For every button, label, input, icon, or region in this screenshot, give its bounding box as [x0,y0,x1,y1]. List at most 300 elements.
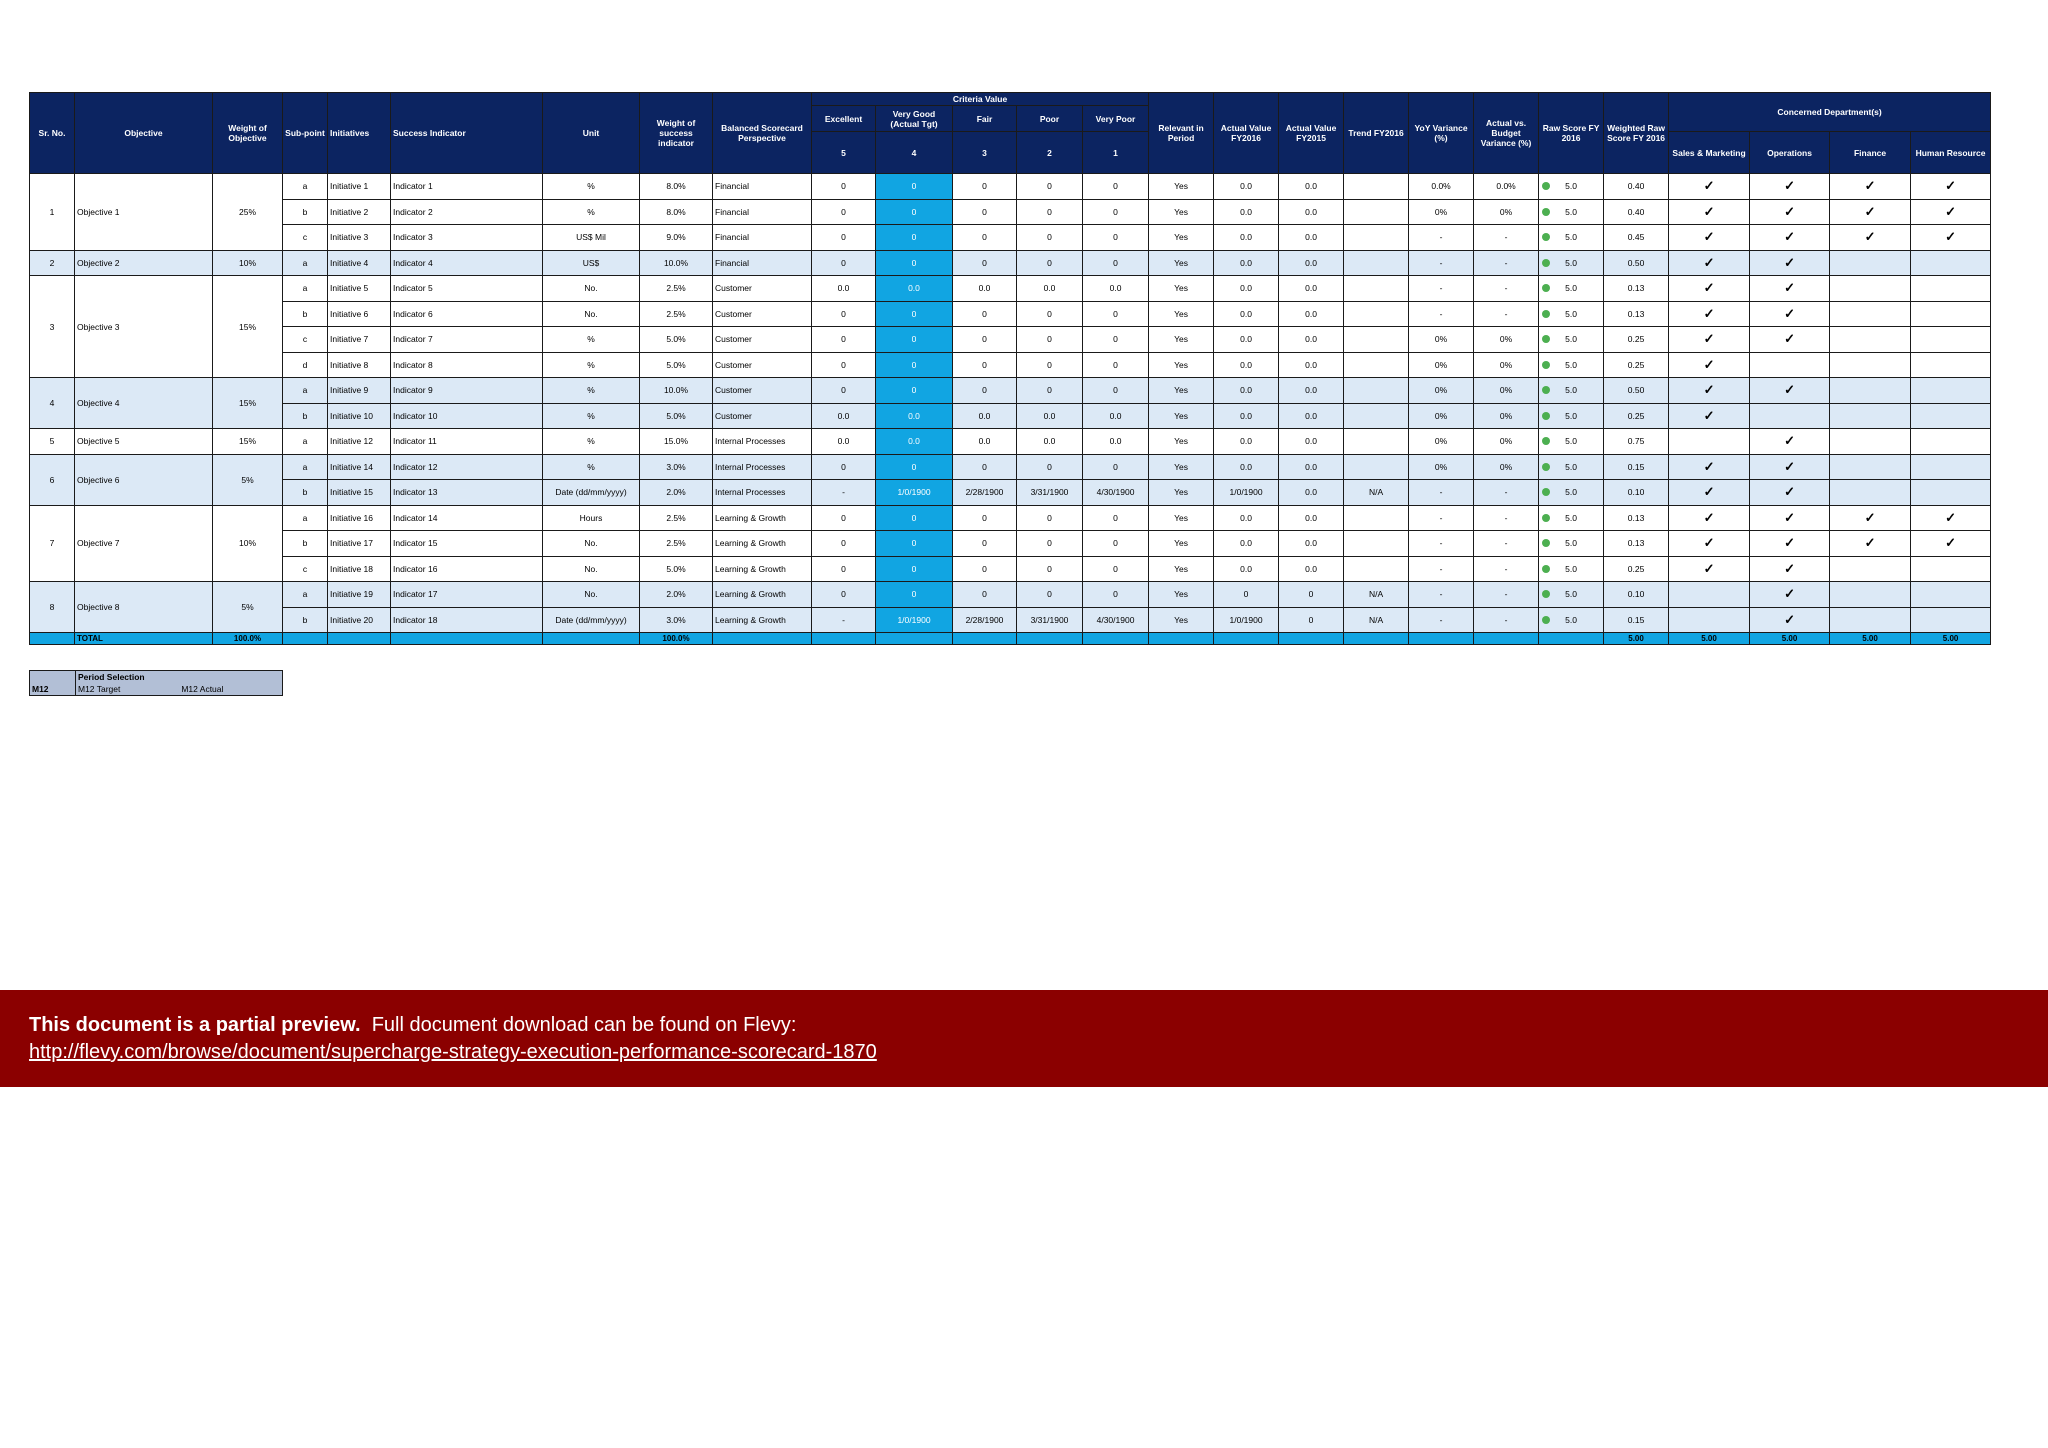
weight-indicator-cell: 5.0% [640,556,713,582]
dept-hr-cell [1911,225,1991,251]
criteria-excellent-cell: 0 [812,327,876,353]
yoy-variance-cell: 0% [1409,199,1474,225]
weight-indicator-cell: 3.0% [640,454,713,480]
criteria-excellent-cell: - [812,607,876,633]
actual-2015-cell: 0.0 [1279,352,1344,378]
checkmark-icon: ✓ [1784,229,1795,245]
dept-hr-cell [1911,403,1991,429]
total-empty [391,633,543,645]
budget-variance-cell: - [1474,301,1539,327]
dept-finance-cell [1830,480,1911,506]
trend-cell: N/A [1344,607,1409,633]
indicator-cell: Indicator 3 [391,225,543,251]
criteria-poor-cell: 0 [1017,327,1083,353]
checkmark-icon: ✓ [1784,280,1795,296]
table-row [30,429,1991,455]
weight-indicator-cell: 2.5% [640,505,713,531]
sub-point-cell: a [283,250,328,276]
actual-2015-cell: 0.0 [1279,454,1344,480]
criteria-very-good-cell: 1/0/1900 [876,480,953,506]
actual-2015-cell: 0.0 [1279,505,1344,531]
table-row [30,480,1991,506]
actual-2015-cell: 0.0 [1279,480,1344,506]
criteria-very-good-cell: 1/0/1900 [876,607,953,633]
yoy-variance-cell: - [1409,480,1474,506]
dept-sales-cell [1669,378,1750,404]
sub-point-cell: a [283,582,328,608]
criteria-very-poor-cell: 0 [1083,327,1149,353]
trend-cell [1344,531,1409,557]
perspective-cell: Learning & Growth [713,505,812,531]
dept-sales-cell [1669,174,1750,200]
table-row [30,505,1991,531]
criteria-poor-cell: 0 [1017,301,1083,327]
scorecard-table [29,92,1991,645]
initiative-cell: Initiative 10 [328,403,391,429]
criteria-excellent-cell: 0 [812,582,876,608]
relevant-cell: Yes [1149,429,1214,455]
budget-variance-cell: - [1474,250,1539,276]
trend-cell [1344,225,1409,251]
weight-indicator-cell: 8.0% [640,199,713,225]
criteria-excellent-cell: 0.0 [812,429,876,455]
relevant-cell: Yes [1149,480,1214,506]
weight-indicator-cell: 5.0% [640,327,713,353]
criteria-very-poor-cell: 0 [1083,378,1149,404]
perspective-cell: Financial [713,225,812,251]
relevant-cell: Yes [1149,378,1214,404]
sub-point-cell: b [283,607,328,633]
green-status-dot-icon [1542,488,1550,496]
criteria-fair-cell: 0 [953,174,1017,200]
sr-no-cell: 8 [30,582,75,633]
dept-sales-cell [1669,276,1750,302]
checkmark-icon: ✓ [1864,178,1876,194]
initiative-cell: Initiative 1 [328,174,391,200]
criteria-excellent-cell: 0 [812,505,876,531]
initiative-cell: Initiative 20 [328,607,391,633]
perspective-cell: Customer [713,276,812,302]
indicator-cell: Indicator 2 [391,199,543,225]
raw-score-cell [1539,301,1604,327]
trend-cell [1344,556,1409,582]
total-empty [283,633,328,645]
yoy-variance-cell: 0% [1409,454,1474,480]
raw-score-value: 5.0 [1565,410,1577,421]
criteria-fair-cell: 0 [953,301,1017,327]
actual-2016-cell: 0.0 [1214,378,1279,404]
green-status-dot-icon [1542,539,1550,547]
dept-operations-cell [1750,199,1830,225]
actual-2016-cell: 0.0 [1214,301,1279,327]
total-empty [328,633,391,645]
banner-link[interactable]: http://flevy.com/browse/document/supercharge-strategy-execution-performance-scorecard-1870 [29,1041,877,1063]
indicator-cell: Indicator 13 [391,480,543,506]
actual-2016-cell: 0.0 [1214,276,1279,302]
dept-finance-cell [1830,556,1911,582]
criteria-very-poor-cell: 0 [1083,301,1149,327]
dept-operations-cell [1750,327,1830,353]
criteria-excellent-cell: 0 [812,225,876,251]
header-weighted-raw-score: Weighted Raw Score FY 2016 [1604,93,1669,174]
header-score-3: 3 [953,132,1017,174]
criteria-excellent-cell: 0 [812,556,876,582]
sub-point-cell: a [283,276,328,302]
weight-indicator-cell: 5.0% [640,352,713,378]
objective-cell: Objective 2 [75,250,213,276]
trend-cell [1344,301,1409,327]
header-poor: Poor [1017,106,1083,132]
unit-cell: % [543,199,640,225]
objective-cell: Objective 7 [75,505,213,582]
indicator-cell: Indicator 15 [391,531,543,557]
table-row [30,582,1991,608]
yoy-variance-cell: - [1409,531,1474,557]
criteria-fair-cell: 0 [953,250,1017,276]
raw-score-cell [1539,225,1604,251]
total-empty [1017,633,1083,645]
checkmark-icon: ✓ [1784,458,1795,474]
dept-operations-cell [1750,454,1830,480]
criteria-very-poor-cell: 0.0 [1083,429,1149,455]
criteria-excellent-cell: 0 [812,531,876,557]
yoy-variance-cell: - [1409,505,1474,531]
raw-score-cell [1539,174,1604,200]
sr-no-cell: 2 [30,250,75,276]
criteria-very-poor-cell: 0 [1083,556,1149,582]
relevant-cell: Yes [1149,199,1214,225]
actual-2015-cell: 0.0 [1279,429,1344,455]
actual-2016-cell: 0.0 [1214,199,1279,225]
raw-score-cell [1539,607,1604,633]
criteria-fair-cell: 2/28/1900 [953,480,1017,506]
total-operations: 5.00 [1750,633,1830,645]
dept-finance-cell [1830,582,1911,608]
trend-cell [1344,174,1409,200]
budget-variance-cell: - [1474,480,1539,506]
criteria-very-poor-cell: 0 [1083,250,1149,276]
total-empty [713,633,812,645]
criteria-very-poor-cell: 0.0 [1083,403,1149,429]
checkmark-icon: ✓ [1784,433,1795,449]
criteria-very-poor-cell: 0 [1083,505,1149,531]
dept-finance-cell [1830,378,1911,404]
header-score-4: 4 [876,132,953,174]
unit-cell: % [543,174,640,200]
dept-sales-cell [1669,582,1750,608]
header-finance: Finance [1830,132,1911,174]
perspective-cell: Customer [713,403,812,429]
actual-2016-cell: 0.0 [1214,327,1279,353]
criteria-excellent-cell: 0 [812,378,876,404]
dept-sales-cell [1669,301,1750,327]
dept-finance-cell [1830,531,1911,557]
weighted-raw-score-cell: 0.40 [1604,174,1669,200]
weighted-raw-score-cell: 0.25 [1604,403,1669,429]
budget-variance-cell: - [1474,607,1539,633]
initiative-cell: Initiative 8 [328,352,391,378]
raw-score-value: 5.0 [1565,232,1577,243]
period-selection[interactable] [29,670,283,696]
sub-point-cell: b [283,480,328,506]
criteria-very-poor-cell: 0 [1083,454,1149,480]
dept-sales-cell [1669,327,1750,353]
raw-score-value: 5.0 [1565,614,1577,625]
checkmark-icon: ✓ [1703,560,1715,576]
weight-indicator-cell: 10.0% [640,250,713,276]
raw-score-cell [1539,352,1604,378]
weight-indicator-cell: 3.0% [640,607,713,633]
total-empty [1474,633,1539,645]
actual-2016-cell: 0.0 [1214,556,1279,582]
header-score-1: 1 [1083,132,1149,174]
perspective-cell: Customer [713,378,812,404]
header-very-poor: Very Poor [1083,106,1149,132]
relevant-cell: Yes [1149,454,1214,480]
criteria-very-poor-cell: 0 [1083,225,1149,251]
relevant-cell: Yes [1149,403,1214,429]
raw-score-cell [1539,429,1604,455]
checkmark-icon: ✓ [1703,203,1715,219]
criteria-excellent-cell: 0 [812,174,876,200]
weight-objective-cell: 5% [213,582,283,633]
criteria-poor-cell: 0 [1017,582,1083,608]
dept-finance-cell [1830,225,1911,251]
unit-cell: US$ [543,250,640,276]
indicator-cell: Indicator 18 [391,607,543,633]
trend-cell: N/A [1344,582,1409,608]
sub-point-cell: b [283,403,328,429]
sr-no-cell: 7 [30,505,75,582]
dept-operations-cell [1750,607,1830,633]
actual-2016-cell: 0.0 [1214,403,1279,429]
perspective-cell: Customer [713,327,812,353]
criteria-poor-cell: 0 [1017,250,1083,276]
perspective-cell: Learning & Growth [713,556,812,582]
criteria-fair-cell: 0 [953,352,1017,378]
weighted-raw-score-cell: 0.15 [1604,607,1669,633]
actual-2016-cell: 1/0/1900 [1214,480,1279,506]
weight-indicator-cell: 5.0% [640,403,713,429]
weight-objective-cell: 10% [213,505,283,582]
criteria-very-good-cell: 0 [876,352,953,378]
indicator-cell: Indicator 1 [391,174,543,200]
green-status-dot-icon [1542,335,1550,343]
dept-hr-cell [1911,556,1991,582]
raw-score-value: 5.0 [1565,385,1577,396]
indicator-cell: Indicator 16 [391,556,543,582]
header-criteria-value: Criteria Value [812,93,1149,106]
raw-score-value: 5.0 [1565,283,1577,294]
sub-point-cell: b [283,301,328,327]
sub-point-cell: c [283,556,328,582]
objective-cell: Objective 3 [75,276,213,378]
dept-hr-cell [1911,301,1991,327]
sub-point-cell: a [283,429,328,455]
dept-hr-cell [1911,174,1991,200]
checkmark-icon: ✓ [1945,509,1956,525]
criteria-poor-cell: 3/31/1900 [1017,607,1083,633]
dept-operations-cell [1750,556,1830,582]
perspective-cell: Learning & Growth [713,531,812,557]
total-empty [30,633,75,645]
checkmark-icon: ✓ [1864,535,1876,551]
trend-cell [1344,505,1409,531]
initiative-cell: Initiative 9 [328,378,391,404]
dept-hr-cell [1911,429,1991,455]
green-status-dot-icon [1542,310,1550,318]
initiative-cell: Initiative 6 [328,301,391,327]
weighted-raw-score-cell: 0.15 [1604,454,1669,480]
weight-indicator-cell: 2.5% [640,276,713,302]
perspective-cell: Internal Processes [713,429,812,455]
table-row [30,352,1991,378]
trend-cell [1344,199,1409,225]
trend-cell [1344,327,1409,353]
sub-point-cell: a [283,454,328,480]
sub-point-cell: b [283,199,328,225]
header-trend: Trend FY2016 [1344,93,1409,174]
green-status-dot-icon [1542,361,1550,369]
budget-variance-cell: - [1474,276,1539,302]
budget-variance-cell: 0% [1474,454,1539,480]
sub-point-cell: c [283,327,328,353]
table-row [30,454,1991,480]
dept-operations-cell [1750,403,1830,429]
total-empty [1149,633,1214,645]
criteria-very-poor-cell: 4/30/1900 [1083,607,1149,633]
banner-text: Full document download can be found on Flevy: [371,1014,797,1036]
actual-2015-cell: 0 [1279,607,1344,633]
perspective-cell: Learning & Growth [713,607,812,633]
period-title: Period Selection [78,672,145,682]
weighted-raw-score-cell: 0.40 [1604,199,1669,225]
relevant-cell: Yes [1149,250,1214,276]
total-label: TOTAL [75,633,213,645]
checkmark-icon: ✓ [1703,356,1715,372]
dept-finance-cell [1830,276,1911,302]
criteria-very-poor-cell: 4/30/1900 [1083,480,1149,506]
sub-point-cell: a [283,378,328,404]
dept-hr-cell [1911,531,1991,557]
trend-cell [1344,378,1409,404]
total-hr: 5.00 [1911,633,1991,645]
objective-cell: Objective 6 [75,454,213,505]
total-empty [1409,633,1474,645]
header-yoy-variance: YoY Variance (%) [1409,93,1474,174]
objective-cell: Objective 1 [75,174,213,251]
relevant-cell: Yes [1149,225,1214,251]
trend-cell [1344,276,1409,302]
criteria-fair-cell: 2/28/1900 [953,607,1017,633]
total-sales: 5.00 [1669,633,1750,645]
yoy-variance-cell: - [1409,556,1474,582]
dept-finance-cell [1830,505,1911,531]
unit-cell: No. [543,276,640,302]
weighted-raw-score-cell: 0.25 [1604,352,1669,378]
total-weight-objective: 100.0% [213,633,283,645]
criteria-very-good-cell: 0 [876,327,953,353]
criteria-excellent-cell: 0.0 [812,403,876,429]
dept-hr-cell [1911,454,1991,480]
criteria-fair-cell: 0 [953,199,1017,225]
dept-operations-cell [1750,301,1830,327]
relevant-cell: Yes [1149,582,1214,608]
criteria-poor-cell: 0 [1017,505,1083,531]
period-code[interactable]: M12 [30,683,76,696]
dept-operations-cell [1750,480,1830,506]
weight-objective-cell: 15% [213,429,283,455]
initiative-cell: Initiative 5 [328,276,391,302]
checkmark-icon: ✓ [1864,509,1876,525]
budget-variance-cell: - [1474,556,1539,582]
total-finance: 5.00 [1830,633,1911,645]
criteria-poor-cell: 0 [1017,199,1083,225]
actual-2015-cell: 0.0 [1279,174,1344,200]
criteria-poor-cell: 3/31/1900 [1017,480,1083,506]
dept-sales-cell [1669,429,1750,455]
unit-cell: % [543,352,640,378]
raw-score-value: 5.0 [1565,487,1577,498]
initiative-cell: Initiative 2 [328,199,391,225]
criteria-poor-cell: 0 [1017,225,1083,251]
budget-variance-cell: 0.0% [1474,174,1539,200]
criteria-very-good-cell: 0 [876,301,953,327]
checkmark-icon: ✓ [1864,229,1876,245]
criteria-excellent-cell: 0 [812,352,876,378]
total-empty [953,633,1017,645]
objective-cell: Objective 8 [75,582,213,633]
actual-2015-cell: 0.0 [1279,276,1344,302]
table-header [30,93,1991,174]
checkmark-icon: ✓ [1784,535,1795,551]
sub-point-cell: a [283,174,328,200]
green-status-dot-icon [1542,233,1550,241]
total-weighted-raw: 5.00 [1604,633,1669,645]
unit-cell: Date (dd/mm/yyyy) [543,607,640,633]
initiative-cell: Initiative 15 [328,480,391,506]
dept-sales-cell [1669,403,1750,429]
relevant-cell: Yes [1149,556,1214,582]
raw-score-cell [1539,556,1604,582]
header-budget-variance: Actual vs. Budget Variance (%) [1474,93,1539,174]
actual-2015-cell: 0 [1279,582,1344,608]
budget-variance-cell: - [1474,531,1539,557]
criteria-very-good-cell: 0 [876,582,953,608]
trend-cell [1344,403,1409,429]
green-status-dot-icon [1542,590,1550,598]
raw-score-cell [1539,199,1604,225]
table-row [30,327,1991,353]
period-code-spacer [30,671,76,684]
relevant-cell: Yes [1149,276,1214,302]
header-relevant: Relevant in Period [1149,93,1214,174]
dept-operations-cell [1750,250,1830,276]
unit-cell: % [543,327,640,353]
weighted-raw-score-cell: 0.50 [1604,378,1669,404]
weight-indicator-cell: 9.0% [640,225,713,251]
unit-cell: Date (dd/mm/yyyy) [543,480,640,506]
budget-variance-cell: - [1474,582,1539,608]
dept-hr-cell [1911,250,1991,276]
trend-cell [1344,429,1409,455]
criteria-very-poor-cell: 0.0 [1083,276,1149,302]
dept-finance-cell [1830,454,1911,480]
yoy-variance-cell: - [1409,301,1474,327]
raw-score-cell [1539,276,1604,302]
criteria-poor-cell: 0.0 [1017,276,1083,302]
trend-cell [1344,352,1409,378]
